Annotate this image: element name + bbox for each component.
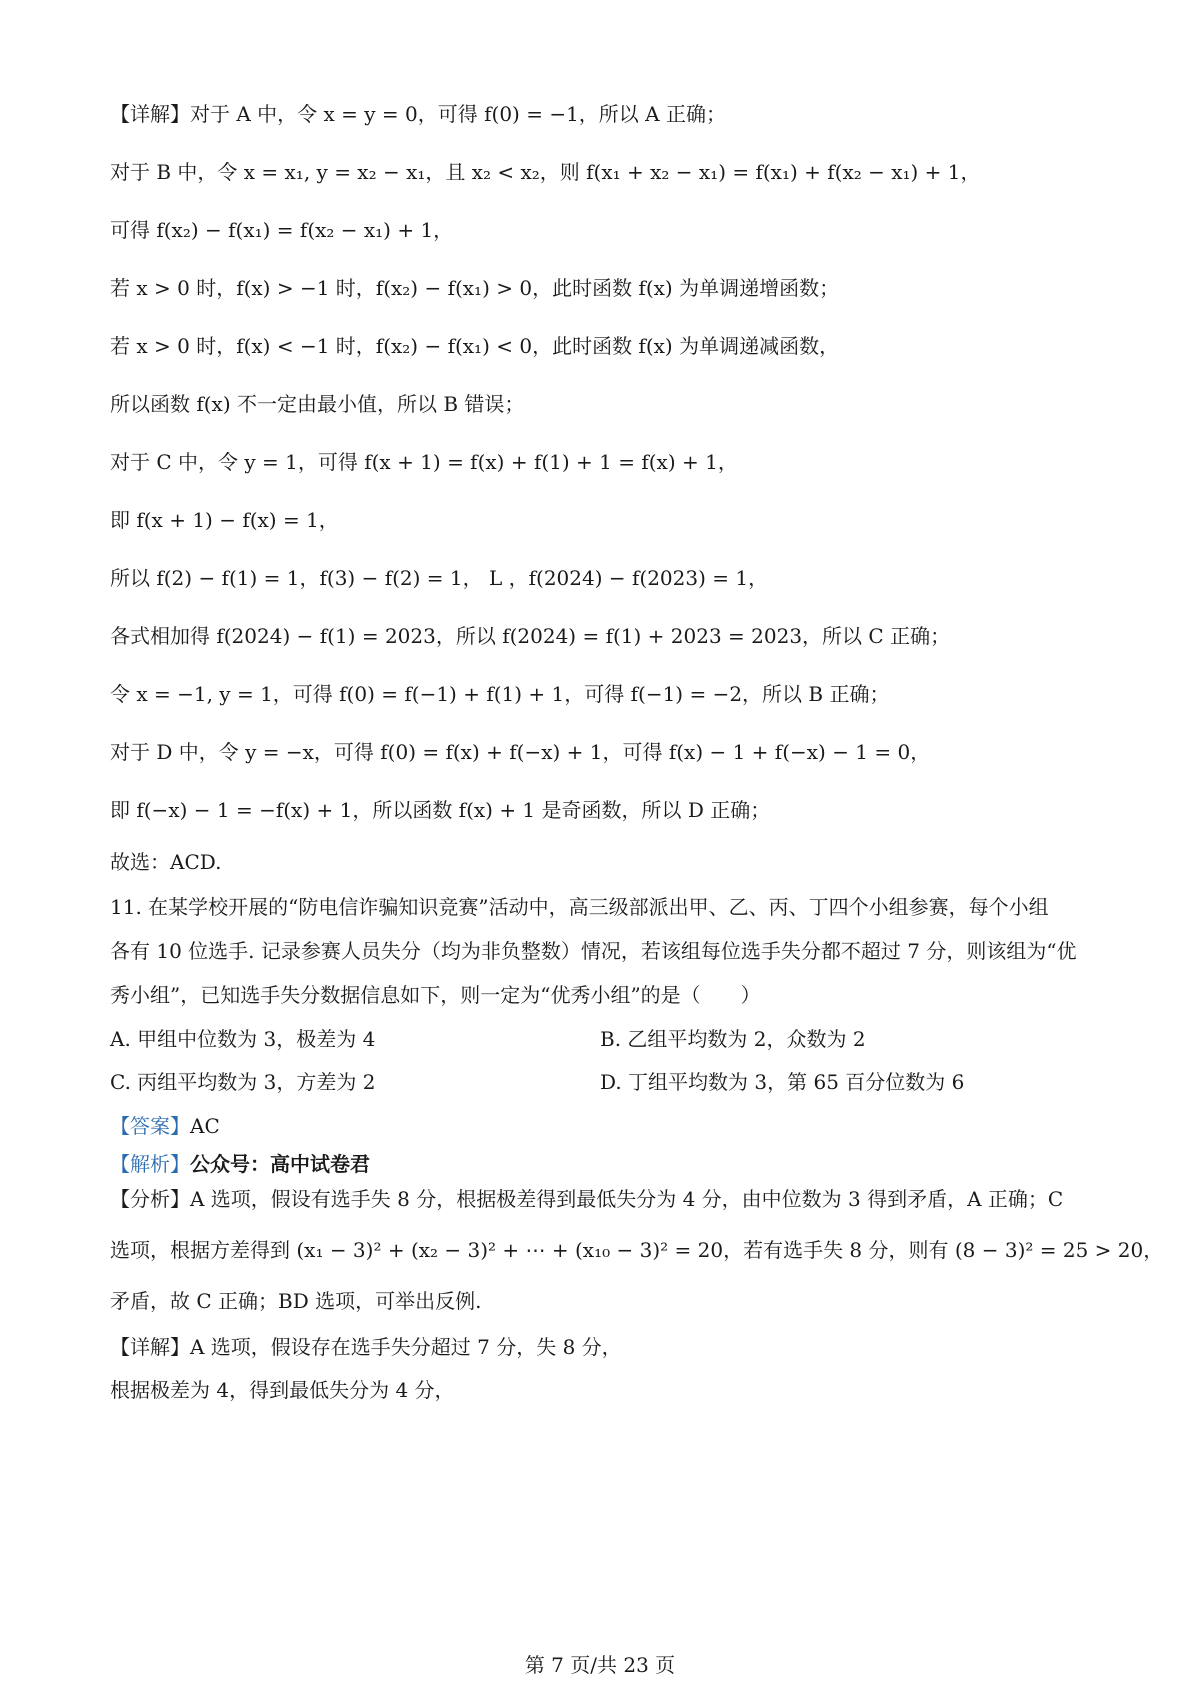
detail-text-1: A 选项，假设存在选手失分超过 7 分，失 8 分， [190,1335,622,1359]
solution-line-12: 对于 D 中，令 y = −x，可得 f(0) = f(x) + f(−x) + 1，可得 f(x) − 1 + f(−x) − 1 = 0， [110,740,931,764]
question-11-line-3: 秀小组”，已知选手失分数据信息如下，则一定为“优秀小组”的是（ ） [110,983,761,1007]
analysis-source: 公众号：高中试卷君 [190,1152,370,1176]
page-footer: 第 7 页/共 23 页 [524,1653,676,1677]
solution-line-4: 若 x > 0 时，f(x) > −1 时，f(x₂) − f(x₁) > 0，此时函数 f(x) 为单调递增函数； [110,276,840,300]
analysis-header-line [110,1150,1140,1178]
solution-line-13: 即 f(−x) − 1 = −f(x) + 1，所以函数 f(x) + 1 是奇函数，所以 D 正确； [110,798,771,822]
solution-line-7: 对于 C 中，令 y = 1，可得 f(x + 1) = f(x) + f(1) + 1 = f(x) + 1， [110,450,738,474]
solution-line-14: 故选：ACD. [110,850,222,874]
solution-line-6: 所以函数 f(x) 不一定由最小值，所以 B 错误； [110,392,525,416]
answer-line [110,1112,1140,1140]
answer-tag: 【答案】 [110,1114,190,1138]
analysis-line-1 [110,1185,1140,1213]
detail-tag-2: 【详解】 [110,1335,190,1359]
detail-tag: 【详解】 [110,102,190,126]
solution-line-11: 令 x = −1, y = 1，可得 f(0) = f(−1) + f(1) + 1，可得 f(−1) = −2，所以 B 正确； [110,682,890,706]
analysis-line-2: 选项，根据方差得到 (x₁ − 3)² + (x₂ − 3)² + ⋯ + (x₁₀ − 3)² = 20，若有选手失 8 分，则有 (8 − 3)² = 25 > 20， [110,1238,1164,1262]
analysis-sub-tag: 【分析】 [110,1187,190,1211]
solution-line-8: 即 f(x + 1) − f(x) = 1， [110,508,339,532]
answer-text: AC [190,1114,220,1138]
solution-line-1 [110,100,1140,128]
solution-line-5: 若 x > 0 时，f(x) < −1 时，f(x₂) − f(x₁) < 0，此时函数 f(x) 为单调递减函数， [110,334,840,358]
question-11-line-2: 各有 10 位选手. 记录参赛人员失分（均为非负整数）情况，若该组每位选手失分都不超过 7 分，则该组为“优 [110,939,1077,963]
question-11-line-1: 11. 在某学校开展的“防电信诈骗知识竞赛”活动中，高三级部派出甲、乙、丙、丁四个小组参赛，每个小组 [110,895,1049,919]
solution-text: 对于 A 中，令 x = y = 0，可得 f(0) = −1，所以 A 正确； [190,102,726,126]
solution-line-9: 所以 f(2) − f(1) = 1，f(3) − f(2) = 1， L ，f(2024) − f(2023) = 1， [110,566,769,590]
solution-line-10: 各式相加得 f(2024) − f(1) = 2023，所以 f(2024) = f(1) + 2023 = 2023，所以 C 正确； [110,624,951,648]
analysis-line-3: 矛盾，故 C 正确；BD 选项，可举出反例. [110,1289,482,1313]
solution-line-3: 可得 f(x₂) − f(x₁) = f(x₂ − x₁) + 1， [110,218,454,242]
option-d: D. 丁组平均数为 3，第 65 百分位数为 6 [600,1070,965,1094]
option-c: C. 丙组平均数为 3，方差为 2 [110,1070,376,1094]
analysis-text-1: A 选项，假设有选手失 8 分，根据极差得到最低失分为 4 分，由中位数为 3 得到矛盾，A 正确；C [190,1187,1064,1211]
analysis-tag: 【解析】 [110,1152,190,1176]
detail-line-2: 根据极差为 4，得到最低失分为 4 分， [110,1378,455,1402]
detail-line-1 [110,1333,1140,1361]
option-b: B. 乙组平均数为 2，众数为 2 [600,1027,866,1051]
option-a: A. 甲组中位数为 3，极差为 4 [110,1027,376,1051]
solution-line-2: 对于 B 中，令 x = x₁, y = x₂ − x₁，且 x₂ < x₂，则 f(x₁ + x₂ − x₁) = f(x₁) + f(x₂ − x₁) + 1， [110,160,981,184]
